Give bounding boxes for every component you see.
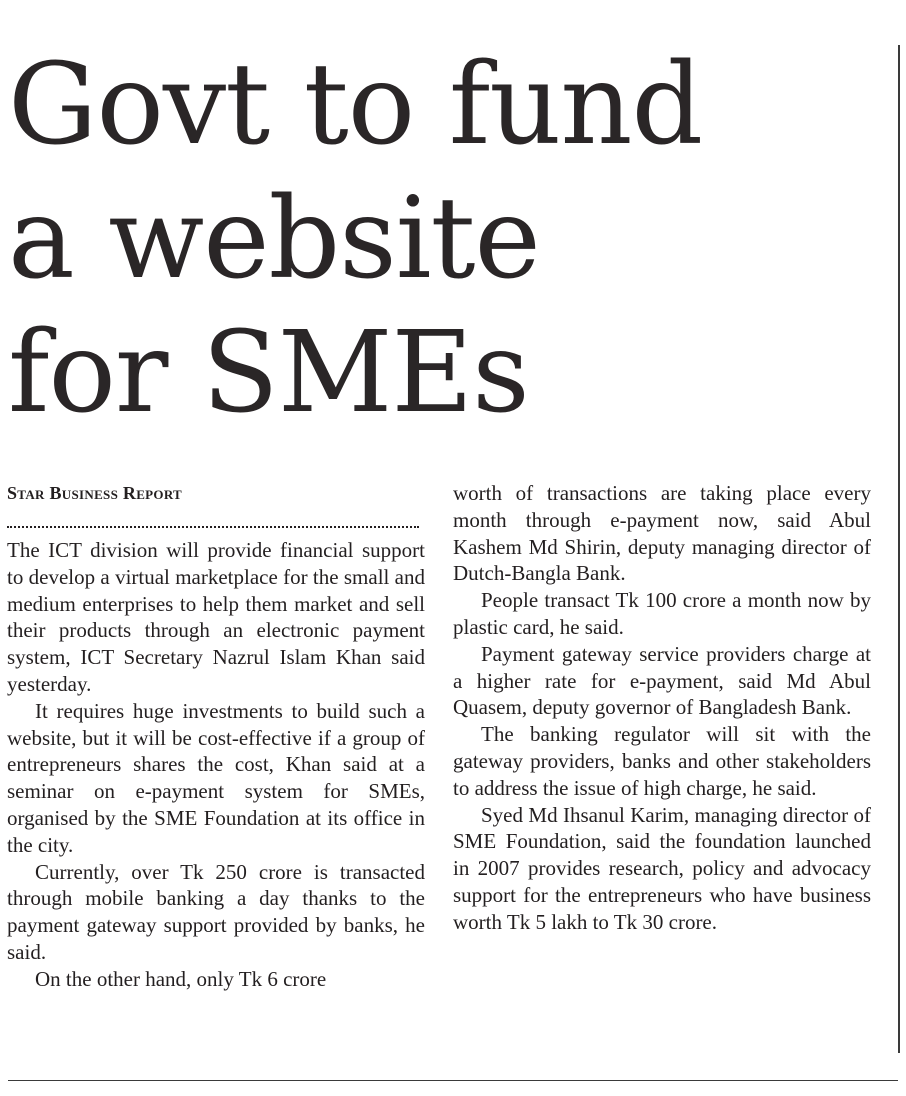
- byline: Star Business Report: [7, 483, 183, 503]
- headline: [8, 38, 888, 440]
- paragraph: People transact Tk 100 crore a month now by plastic card, he said.: [453, 588, 871, 639]
- paragraph: The banking regulator will sit with the gateway providers, banks and other stakeholders to address the issue of high charge, he said.: [453, 722, 871, 800]
- headline-line-1: Govt to fund: [8, 40, 703, 170]
- article-column-1: [7, 480, 425, 993]
- paragraph: Currently, over Tk 250 crore is transacted through mobile banking a day thanks to the payment gateway support provided by banks, he said.: [7, 859, 425, 964]
- dotted-separator: [7, 512, 419, 528]
- paragraph: Payment gateway service providers charge at a higher rate for e-payment, said Md Abul Quasem, deputy governor of Bangladesh Bank.: [453, 641, 871, 720]
- paragraph: The ICT division will provide financial support to develop a virtual marketplace for the small and medium enterprises to help them market and sell their products through an electronic payment system, ICT Secretary Nazrul Islam Khan said yesterday.: [7, 538, 425, 696]
- paragraph-continuation: worth of transactions are taking place every month through e-payment now, said Abul Kashem Md Shirin, deputy managing director of Dutch-Bangla Bank.: [453, 481, 871, 586]
- column-divider-right: [898, 45, 900, 1053]
- headline-line-3: for SMEs: [8, 308, 529, 438]
- bottom-rule: [8, 1080, 898, 1081]
- headline-line-2: a website: [8, 174, 540, 304]
- paragraph: It requires huge investments to build such a website, but it will be cost-effective if a group of entrepreneurs shares the cost, Khan said at a seminar on e-payment system for SMEs, organised by the SME Foundation at its office in the city.: [7, 698, 425, 857]
- paragraph-continued: On the other hand, only Tk 6 crore: [35, 966, 327, 991]
- paragraph: Syed Md Ihsanul Karim, managing director of SME Foundation, said the foundation launched in 2007 provides research, policy and advocacy support for the entrepreneurs who have business worth Tk 5 lakh to Tk 30 crore.: [453, 802, 871, 934]
- article-column-2: [453, 480, 871, 936]
